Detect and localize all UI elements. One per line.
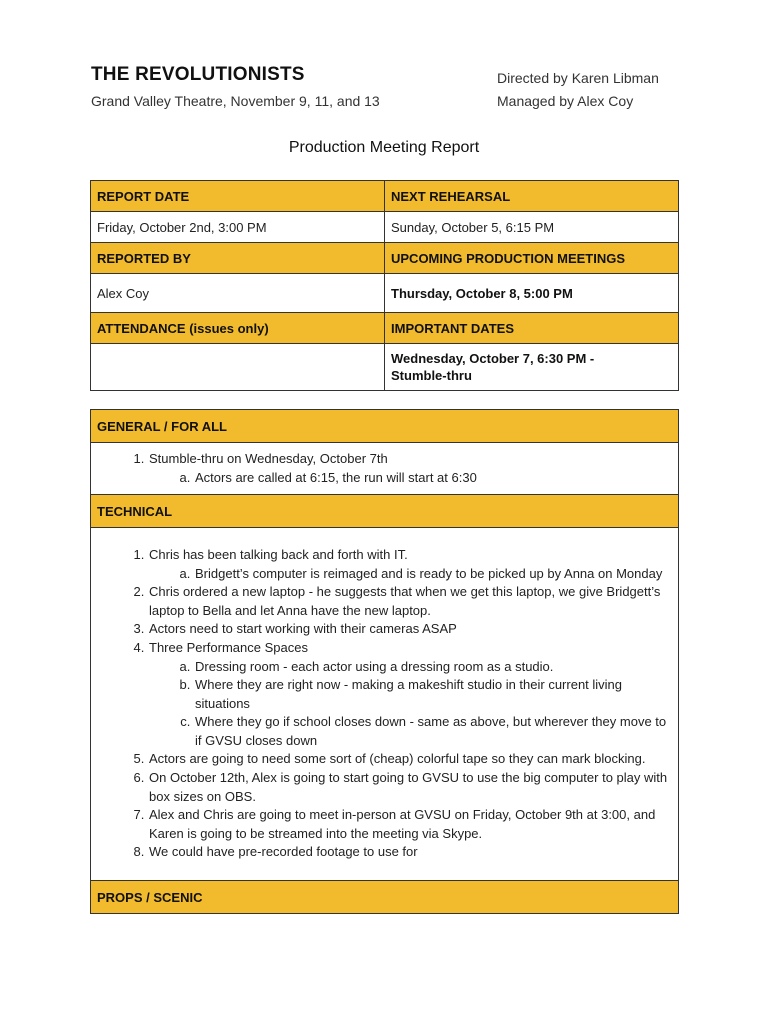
sub-list-item: b. Where they are right now - making a makeshift studio in their current living situations: [194, 676, 672, 713]
report-date-value: Friday, October 2nd, 3:00 PM: [91, 212, 385, 243]
next-rehearsal-value: Sunday, October 5, 6:15 PM: [385, 212, 679, 243]
list-item: [148, 769, 672, 806]
technical-heading: TECHNICAL: [91, 495, 679, 528]
list-item: [148, 450, 672, 487]
report-date-label: REPORT DATE: [91, 181, 385, 212]
reported-by-label: REPORTED BY: [91, 243, 385, 274]
attendance-label: ATTENDANCE (issues only): [91, 313, 385, 344]
sections-table: [90, 409, 679, 914]
sub-list: [149, 469, 672, 488]
list-item: [148, 620, 672, 639]
sub-list: [149, 658, 672, 751]
list-item-text: Chris has been talking back and forth with IT.: [149, 546, 408, 562]
sub-list-item: a. Dressing room - each actor using a dressing room as a studio.: [194, 658, 672, 677]
list-item-text: Three Performance Spaces: [149, 639, 308, 655]
technical-content: [91, 528, 679, 881]
list-item-text: Chris ordered a new laptop - he suggests that when we get this laptop, we give Bridgett’s laptop to Bella and let Anna have the new laptop.: [149, 584, 661, 618]
venue-dates: Grand Valley Theatre, November 9, 11, and 13: [91, 93, 380, 109]
list-item: [148, 750, 672, 769]
sub-list-item: a. Bridgett’s computer is reimaged and is ready to be picked up by Anna on Monday: [194, 565, 672, 584]
general-content: [91, 443, 679, 495]
list-item-text: Actors need to start working with their cameras ASAP: [149, 621, 457, 637]
props-scenic-heading: PROPS / SCENIC: [91, 881, 679, 914]
list-item-text: We could have pre-recorded footage to use for: [149, 844, 418, 860]
list-item: [148, 546, 672, 583]
manager-credit: Managed by Alex Coy: [497, 93, 634, 109]
technical-list: [97, 546, 672, 862]
important-date-line-1: Wednesday, October 7, 6:30 PM -: [391, 351, 595, 366]
director-credit: Directed by Karen Libman: [497, 70, 659, 86]
important-date-line-2: Stumble-thru: [391, 368, 472, 383]
list-item-text: On October 12th, Alex is going to start going to GVSU to use the big computer to play with box sizes on OBS.: [149, 770, 668, 804]
important-dates-value: [385, 344, 679, 391]
production-title: THE REVOLUTIONISTS: [91, 64, 305, 85]
list-item: [148, 843, 672, 862]
sub-list: [149, 565, 672, 584]
next-rehearsal-label: NEXT REHEARSAL: [385, 181, 679, 212]
upcoming-meetings-label: UPCOMING PRODUCTION MEETINGS: [385, 243, 679, 274]
list-item: [148, 583, 672, 620]
sub-list-item: a. Actors are called at 6:15, the run will start at 6:30: [194, 469, 672, 488]
list-item: [148, 806, 672, 843]
reported-by-value: Alex Coy: [91, 274, 385, 313]
list-item-text: Actors are going to need some sort of (cheap) colorful tape so they can mark blocking.: [149, 751, 646, 767]
report-title: Production Meeting Report: [288, 139, 480, 156]
attendance-value: [91, 344, 385, 391]
sub-list-item: c. Where they go if school closes down - same as above, but wherever they move to if GVSU closes down: [194, 713, 672, 750]
general-list: [97, 450, 672, 487]
list-item-text: Alex and Chris are going to meet in-person at GVSU on Friday, October 9th at 3:00, and Karen is going to be streamed into the meeting via Skype.: [149, 807, 656, 841]
info-table: [90, 180, 679, 391]
list-item-text: Stumble-thru on Wednesday, October 7th: [149, 450, 388, 466]
upcoming-meetings-value: Thursday, October 8, 5:00 PM: [385, 274, 679, 313]
important-dates-label: IMPORTANT DATES: [385, 313, 679, 344]
list-item: [148, 639, 672, 751]
general-heading: GENERAL / FOR ALL: [91, 410, 679, 443]
